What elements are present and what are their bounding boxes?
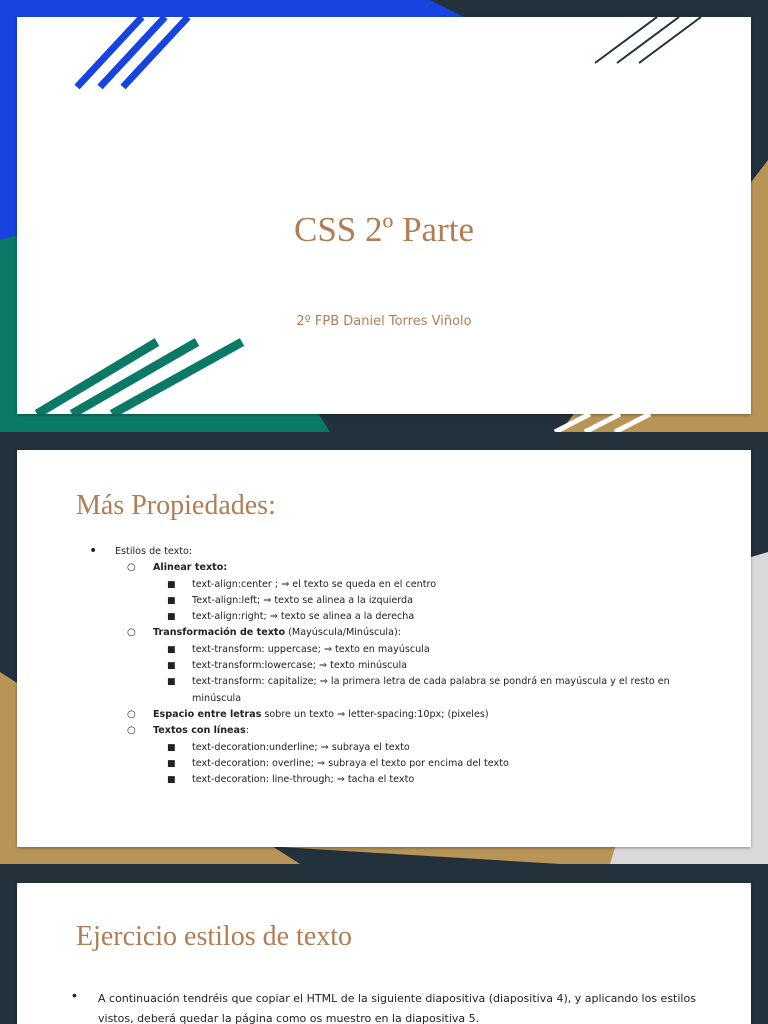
item-text: Alinear texto: [153, 562, 228, 574]
slide-mas-propiedades[interactable] [0, 432, 768, 864]
item-text: : [245, 725, 249, 737]
bullet-square-icon: ■ [167, 677, 176, 688]
list-item [73, 740, 693, 756]
bullet-circle-icon: ○ [127, 725, 136, 737]
list-item [73, 609, 693, 625]
presentation-subtitle: 2º FPB Daniel Torres Viñolo [296, 314, 472, 329]
list-item [73, 723, 693, 739]
item-text-bold: Textos con líneas [153, 725, 246, 737]
item-text: (Mayúscula/Minúscula): [285, 627, 401, 639]
item-text: text-decoration:underline; ⇒ subraya el texto [192, 741, 410, 753]
bullet-circle-icon: ○ [127, 627, 136, 639]
list-item [73, 625, 693, 641]
exercise-instructions: A continuación tendréis que copiar el HTML de la siguiente diapositiva (diapositiva 4), y aplicando los estilos vistos, deberá quedar la página como os muestro en la diapositiva 5. [98, 992, 696, 1024]
list-item [73, 707, 693, 723]
item-text: Estilos de texto: [115, 546, 193, 557]
item-text: text-decoration: line-through; ⇒ tacha el texto [192, 774, 415, 786]
list-item [73, 658, 693, 674]
list-item [73, 577, 693, 593]
list-item [73, 756, 693, 772]
bullet-square-icon: ■ [167, 661, 176, 672]
bullet-square-icon: ■ [167, 644, 176, 655]
item-text: text-transform:lowercase; ⇒ texto minúscula [192, 660, 408, 672]
slide-ejercicio[interactable] [0, 864, 768, 1024]
list-item [73, 560, 693, 576]
item-text: Text-align:left; ⇒ texto se alinea a la izquierda [192, 594, 414, 606]
item-text: text-transform: capitalize; ⇒ la primera letra de cada palabra se pondrá en mayúscula y el resto en minúscula [192, 676, 670, 704]
bullet-square-icon: ■ [167, 775, 176, 786]
list-item [73, 642, 693, 658]
item-text: text-align:right; ⇒ texto se alinea a la derecha [192, 611, 415, 623]
bullet-circle-icon: ○ [127, 562, 136, 574]
list-item [73, 544, 693, 560]
bullet-disc-icon: • [89, 543, 98, 559]
slide-heading: Ejercicio estilos de texto [76, 921, 353, 952]
properties-list [73, 544, 693, 788]
list-item [73, 674, 693, 707]
presentation-title: CSS 2º Parte [293, 210, 475, 249]
item-text-bold: Espacio entre letras [153, 708, 262, 720]
bullet-square-icon: ■ [167, 595, 176, 606]
bullet-square-icon: ■ [167, 742, 176, 753]
bullet-square-icon: ■ [167, 758, 176, 769]
title-card [17, 17, 751, 414]
item-text: sobre un texto ⇒ letter-spacing:10px; (pixeles) [261, 708, 489, 720]
item-text-bold: Transformación de texto [153, 627, 286, 639]
bullet-square-icon: ■ [167, 612, 176, 623]
list-item [73, 593, 693, 609]
list-item [73, 772, 693, 788]
slide-title[interactable] [0, 0, 768, 432]
item-text: text-transform: uppercase; ⇒ texto en mayúscula [192, 643, 430, 655]
bullet-circle-icon: ○ [127, 708, 136, 720]
content-card [17, 450, 751, 847]
bullet-disc-icon: • [72, 987, 77, 1003]
item-text: text-align:center ; ⇒ el texto se queda en el centro [192, 578, 437, 590]
item-text: text-decoration: overline; ⇒ subraya el texto por encima del texto [192, 757, 509, 769]
slide-heading: Más Propiedades: [76, 490, 276, 521]
bullet-square-icon: ■ [167, 579, 176, 590]
